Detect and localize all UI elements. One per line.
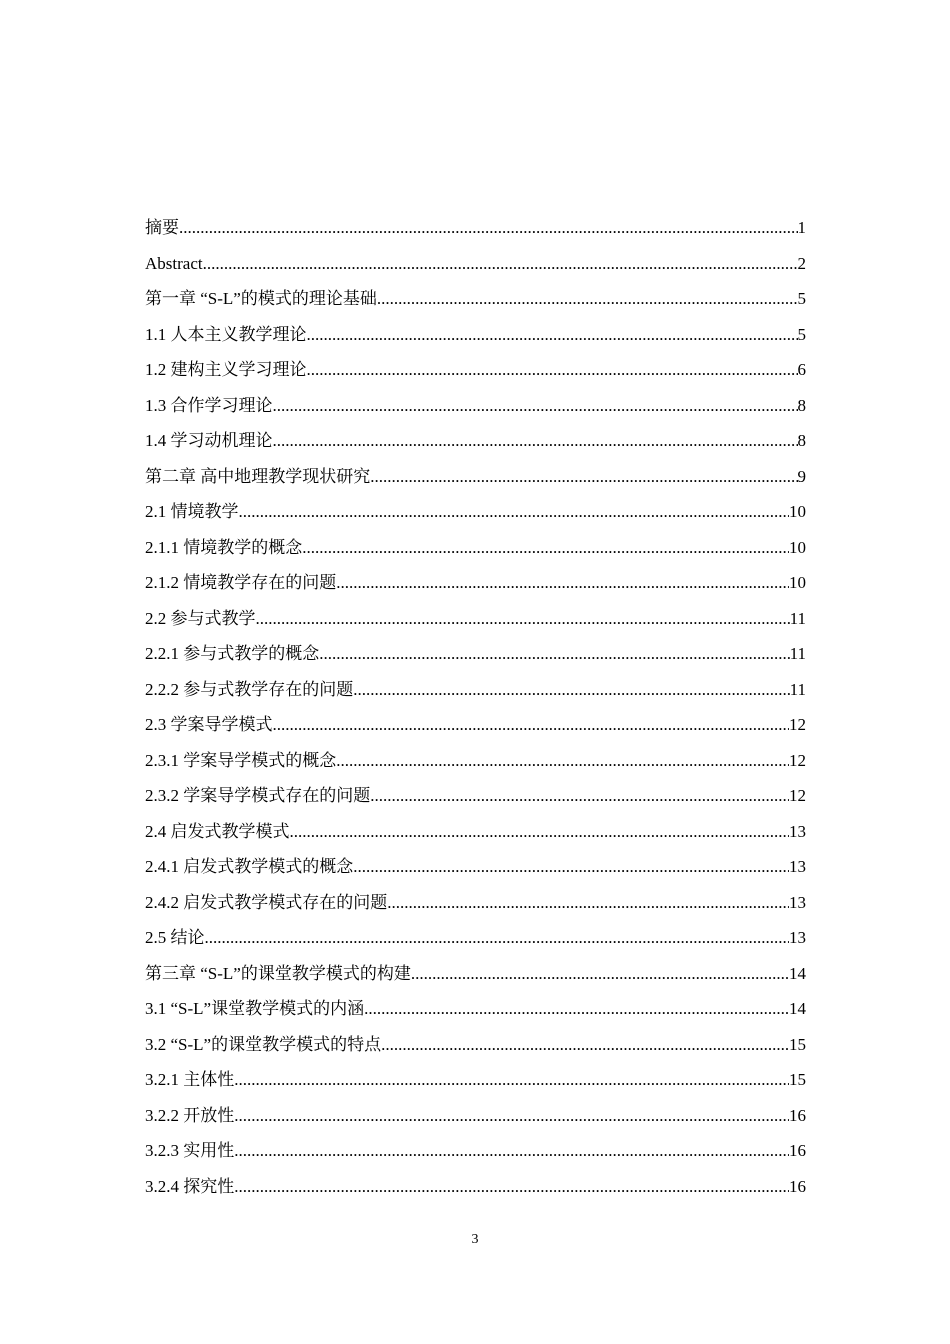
toc-dot-leader — [290, 814, 790, 850]
toc-entry[interactable] — [145, 317, 806, 353]
toc-entry-title: 第三章 “S-L”的课堂教学模式的构建 — [145, 963, 411, 983]
toc-entry-page: 5 — [797, 324, 806, 344]
toc-entry[interactable] — [145, 1062, 806, 1098]
toc-entry[interactable] — [145, 1133, 806, 1169]
toc-entry[interactable] — [145, 707, 806, 743]
toc-entry-title: 2.3 学案导学模式 — [145, 715, 273, 734]
toc-entry-title: 2.2.2 参与式教学存在的问题 — [145, 679, 354, 699]
toc-entry-page: 9 — [797, 466, 806, 486]
toc-entry-title: 第二章 高中地理教学现状研究 — [145, 466, 371, 486]
toc-dot-leader — [205, 920, 790, 956]
toc-entry-page: 1 — [797, 218, 806, 237]
toc-dot-leader — [307, 352, 798, 388]
toc-entry[interactable] — [145, 530, 806, 566]
toc-dot-leader — [256, 601, 790, 637]
toc-entry[interactable] — [145, 849, 806, 885]
toc-entry[interactable] — [145, 636, 806, 672]
toc-dot-leader — [273, 707, 790, 743]
toc-entry-page: 13 — [789, 857, 806, 876]
toc-entry[interactable] — [145, 956, 806, 992]
toc-entry-page: 2 — [797, 253, 806, 273]
toc-dot-leader — [370, 778, 789, 814]
toc-entry[interactable] — [145, 885, 806, 921]
toc-dot-leader — [377, 281, 798, 317]
toc-dot-leader — [353, 849, 789, 885]
toc-dot-leader — [234, 1169, 789, 1205]
toc-entry-page: 12 — [789, 786, 806, 805]
toc-entry-title: 第一章 “S-L”的模式的理论基础 — [145, 289, 377, 308]
toc-entry-title: 2.1 情境教学 — [145, 502, 239, 521]
toc-entry-page: 13 — [789, 892, 806, 912]
toc-entry[interactable] — [145, 743, 806, 779]
toc-entry-title: 2.2 参与式教学 — [145, 608, 256, 628]
toc-entry[interactable] — [145, 423, 806, 459]
toc-dot-leader — [203, 246, 798, 282]
toc-entry[interactable] — [145, 210, 806, 246]
toc-entry[interactable] — [145, 814, 806, 850]
toc-dot-leader — [307, 317, 798, 353]
toc-dot-leader — [273, 423, 798, 459]
toc-dot-leader — [273, 388, 798, 424]
page-number: 3 — [471, 1232, 479, 1247]
toc-entry-page: 10 — [789, 537, 806, 557]
toc-entry[interactable] — [145, 778, 806, 814]
toc-entry-title: 1.2 建构主义学习理论 — [145, 360, 307, 379]
toc-entry-page: 12 — [789, 750, 806, 770]
toc-entry-page: 13 — [789, 928, 806, 947]
toc-dot-leader — [411, 956, 789, 992]
toc-entry-page: 8 — [797, 431, 806, 450]
toc-entry-page: 16 — [789, 1105, 806, 1125]
toc-entry[interactable] — [145, 1027, 806, 1063]
toc-dot-leader — [336, 565, 789, 601]
toc-entry[interactable] — [145, 672, 806, 708]
toc-dot-leader — [302, 530, 789, 566]
toc-dot-leader — [234, 1133, 789, 1169]
toc-entry-page: 16 — [789, 1176, 806, 1196]
toc-entry[interactable] — [145, 388, 806, 424]
toc-entry[interactable] — [145, 1169, 806, 1205]
toc-entry-page: 8 — [797, 395, 806, 415]
toc-entry-title: 2.1.2 情境教学存在的问题 — [145, 573, 337, 592]
toc-entry[interactable] — [145, 352, 806, 388]
toc-entry-title: 2.4 启发式教学模式 — [145, 821, 290, 841]
toc-entry-page: 5 — [797, 289, 806, 308]
toc-dot-leader — [353, 672, 789, 708]
toc-entry-title: 2.1.1 情境教学的概念 — [145, 537, 303, 557]
toc-entry-page: 10 — [789, 502, 806, 521]
toc-entry-title: 3.2.3 实用性 — [145, 1141, 235, 1160]
toc-dot-leader — [387, 885, 789, 921]
toc-entry[interactable] — [145, 991, 806, 1027]
toc-entry-page: 12 — [789, 715, 806, 734]
toc-entry-title: 3.2 “S-L”的课堂教学模式的特点 — [145, 1034, 382, 1054]
toc-entry[interactable] — [145, 601, 806, 637]
toc-dot-leader — [234, 1098, 789, 1134]
toc-entry-title: 1.1 人本主义教学理论 — [145, 324, 307, 344]
toc-entry-title: 3.2.1 主体性 — [145, 1070, 235, 1089]
toc-entry-title: Abstract — [145, 253, 203, 273]
toc-entry-title: 1.3 合作学习理论 — [145, 395, 273, 415]
toc-dot-leader — [239, 494, 790, 530]
toc-entry-page: 14 — [789, 999, 806, 1018]
toc-entry-page: 11 — [789, 644, 806, 663]
toc-entry-title: 3.1 “S-L”课堂教学模式的内涵 — [145, 999, 365, 1018]
toc-entry-title: 2.3.1 学案导学模式的概念 — [145, 750, 337, 770]
toc-entry-page: 15 — [789, 1034, 806, 1054]
toc-entry[interactable] — [145, 565, 806, 601]
toc-entry-title: 2.2.1 参与式教学的概念 — [145, 644, 320, 663]
toc-entry-page: 6 — [797, 360, 806, 379]
toc-entry-title: 2.4.1 启发式教学模式的概念 — [145, 857, 354, 876]
toc-entry-page: 11 — [789, 679, 806, 699]
toc-entry-page: 11 — [789, 608, 806, 628]
toc-entry-title: 3.2.4 探究性 — [145, 1176, 235, 1196]
toc-entry-title: 2.3.2 学案导学模式存在的问题 — [145, 786, 371, 805]
toc-entry[interactable] — [145, 494, 806, 530]
toc-dot-leader — [381, 1027, 789, 1063]
toc-dot-leader — [364, 991, 789, 1027]
toc-dot-leader — [319, 636, 789, 672]
toc-entry-page: 10 — [789, 573, 806, 592]
toc-dot-leader — [234, 1062, 789, 1098]
toc-entry-title: 2.4.2 启发式教学模式存在的问题 — [145, 892, 388, 912]
toc-entry-page: 16 — [789, 1141, 806, 1160]
toc-entry-page: 15 — [789, 1070, 806, 1089]
toc-entry[interactable] — [145, 920, 806, 956]
toc-dot-leader — [370, 459, 797, 495]
toc-entry[interactable] — [145, 246, 806, 282]
toc-entry[interactable] — [145, 1098, 806, 1134]
toc-entry-page: 13 — [789, 821, 806, 841]
toc-entry-title: 3.2.2 开放性 — [145, 1105, 235, 1125]
toc-entry-page: 14 — [789, 963, 806, 983]
toc-entry-title: 2.5 结论 — [145, 928, 205, 947]
toc-entry-title: 摘要 — [145, 218, 179, 237]
toc-dot-leader — [179, 210, 798, 246]
toc-dot-leader — [336, 743, 789, 779]
toc-entry-title: 1.4 学习动机理论 — [145, 431, 273, 450]
table-of-contents — [145, 210, 806, 1204]
toc-entry[interactable] — [145, 281, 806, 317]
toc-entry[interactable] — [145, 459, 806, 495]
